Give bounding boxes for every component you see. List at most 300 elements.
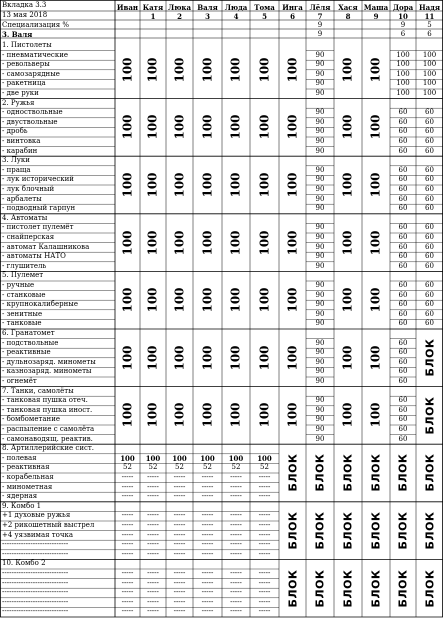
block-label: БЛОК <box>423 338 436 377</box>
value-100-cell <box>250 41 279 99</box>
value-100-cell <box>279 156 306 214</box>
small-value: 60 <box>425 108 434 117</box>
dash-placeholder: ----- <box>173 578 186 587</box>
section-item-label: - танковая пушка отеч. <box>2 396 88 405</box>
value-100: 100 <box>369 114 383 140</box>
dash-placeholder: ----- <box>147 569 159 577</box>
section-title: 6. Гранатомет <box>2 329 55 337</box>
column-header-name: Лёля <box>309 3 331 12</box>
small-value: 90 <box>315 194 325 203</box>
dash-placeholder: ----- <box>121 530 134 539</box>
value-100-cell <box>334 99 362 157</box>
small-value: 60 <box>398 137 408 145</box>
value-100-cell <box>115 329 140 387</box>
value-100-cell <box>279 41 306 99</box>
value-100-cell <box>140 387 166 445</box>
dash-placeholder: ----- <box>147 607 159 616</box>
column-header-number: 8 <box>345 12 351 21</box>
small-value: 60 <box>398 300 408 309</box>
value-100: 100 <box>285 172 300 198</box>
block-label: БЛОК <box>396 511 410 550</box>
block-label-cell <box>416 444 443 502</box>
block-label: БЛОК <box>286 511 299 550</box>
dash-placeholder: ----- <box>173 588 186 597</box>
block-label: БЛОК <box>341 569 355 608</box>
value-100-cell <box>279 329 306 387</box>
section-item-label: - автоматы НАТО <box>2 252 66 261</box>
small-value: 90 <box>315 281 325 289</box>
small-value: 60 <box>398 396 408 405</box>
small-value: 60 <box>398 415 408 424</box>
dash-placeholder: ----- <box>258 588 271 597</box>
artillery-value: 52 <box>123 463 132 472</box>
block-label: БЛОК <box>369 454 383 492</box>
block-label: БЛОК <box>313 569 327 608</box>
dash-placeholder: ----- <box>230 597 242 606</box>
small-value: 60 <box>425 242 434 251</box>
value-100-cell <box>362 99 390 157</box>
section-item-label: - корабельная <box>2 473 54 481</box>
block-label: БЛОК <box>423 569 436 608</box>
combo-item-label: +4 уязвимая точка <box>2 530 74 539</box>
value-100-cell <box>362 156 390 214</box>
dash-placeholder: ----- <box>147 540 159 549</box>
dash-placeholder: ----- <box>121 549 134 558</box>
value-100-cell <box>222 99 250 157</box>
dash-placeholder: ----- <box>258 578 271 587</box>
small-value: 90 <box>315 290 325 299</box>
column-header-name: Валя <box>197 3 218 12</box>
block-label-cell <box>390 559 416 617</box>
small-value: 90 <box>315 415 325 424</box>
value-100: 100 <box>257 172 272 198</box>
small-value: 60 <box>398 185 408 193</box>
value-100: 100 <box>341 172 355 198</box>
dash-placeholder: ----- <box>230 492 242 501</box>
section-item-label: - реактивные <box>2 348 51 357</box>
dash-placeholder: ---------------------------- <box>2 578 69 587</box>
column-header-name: Тома <box>254 3 275 12</box>
small-value: 90 <box>315 261 325 270</box>
section-item-label: - винтовка <box>2 137 41 145</box>
column-header-number: 11 <box>424 12 435 21</box>
value-100: 100 <box>257 402 272 428</box>
small-value: 60 <box>398 338 408 347</box>
dash-placeholder: ----- <box>230 511 242 520</box>
section-item-label: - одноствольные <box>2 108 63 117</box>
dash-placeholder: ----- <box>201 511 214 520</box>
value-100-cell <box>115 41 140 99</box>
current-name-label: 3. Валя <box>2 30 33 39</box>
section-title: 7. Танки, самолёты <box>2 386 74 395</box>
artillery-value: 52 <box>203 463 212 472</box>
block-label: БЛОК <box>313 511 327 550</box>
section-item-label: - бомбометание <box>2 415 60 424</box>
dash-placeholder: ----- <box>173 549 186 558</box>
section-item-label: - крупнокалиберные <box>2 300 78 309</box>
dash-placeholder: ----- <box>121 492 134 501</box>
artillery-value: 100 <box>120 453 135 463</box>
value-100: 100 <box>229 230 243 256</box>
block-label-cell <box>306 444 334 502</box>
small-value: 90 <box>315 348 325 357</box>
section-item-label: - дульнозаряд. минометы <box>2 357 96 366</box>
value-100: 100 <box>172 230 187 256</box>
dash-placeholder: ----- <box>121 569 134 577</box>
dash-placeholder: ----- <box>147 597 159 606</box>
section-title: 8. Артиллерийские сист. <box>2 444 95 453</box>
dash-placeholder: ----- <box>121 607 134 616</box>
block-label-cell <box>279 502 306 560</box>
value-100: 100 <box>369 57 383 83</box>
dash-placeholder: ----- <box>121 482 134 491</box>
value-100: 100 <box>200 114 215 140</box>
dash-placeholder: ----- <box>201 588 214 597</box>
dash-placeholder: ----- <box>201 492 214 501</box>
column-header-number: 2 <box>177 12 182 21</box>
dash-placeholder: ----- <box>147 549 159 558</box>
dash-placeholder: ----- <box>147 492 159 501</box>
dash-placeholder: ---------------------------- <box>2 607 69 616</box>
small-value: 100 <box>396 69 410 78</box>
small-value: 100 <box>396 89 410 97</box>
small-value: 60 <box>425 137 434 145</box>
column-header-name: Люда <box>224 3 248 12</box>
small-value: 90 <box>315 175 325 184</box>
value-100: 100 <box>229 172 243 198</box>
section-item-label: - подводный гарпун <box>2 204 76 213</box>
section-item-label: - самозарядные <box>2 69 60 78</box>
value-100: 100 <box>257 57 272 83</box>
dash-placeholder: ----- <box>258 521 271 529</box>
column-header-number: 10 <box>398 12 408 21</box>
spec-value: 9 <box>317 21 323 29</box>
value-100: 100 <box>172 172 187 198</box>
section-item-label: - казнозаряд. минометы <box>2 367 92 376</box>
small-value: 90 <box>315 396 325 405</box>
value-100: 100 <box>172 114 187 140</box>
value-100-cell <box>193 329 222 387</box>
block-label-cell <box>362 502 390 560</box>
value-100-cell <box>166 387 193 445</box>
value-100: 100 <box>285 402 300 428</box>
block-label-cell <box>390 502 416 560</box>
section-item-label: - ядерная <box>2 492 38 501</box>
value-100-cell <box>193 214 222 272</box>
small-value: 60 <box>398 146 408 155</box>
section-item-label: - полевая <box>2 453 37 462</box>
small-value: 90 <box>315 377 325 385</box>
small-value: 90 <box>315 146 325 155</box>
small-value: 60 <box>398 252 408 261</box>
dash-placeholder: ----- <box>173 569 186 577</box>
value-100-cell <box>362 329 390 387</box>
small-value: 60 <box>398 281 408 289</box>
section-item-label: - автомат Калашникова <box>2 242 90 251</box>
small-value: 90 <box>315 367 325 376</box>
value-100: 100 <box>200 57 215 83</box>
small-value: 60 <box>398 204 408 213</box>
section-item-label: - станковые <box>2 290 46 299</box>
value-100-cell <box>250 271 279 329</box>
value-100-cell <box>166 271 193 329</box>
valya-value: 6 <box>400 30 406 38</box>
value-100: 100 <box>229 114 243 140</box>
dash-placeholder: ----- <box>258 549 271 558</box>
value-100: 100 <box>120 345 135 371</box>
section-item-label: - минометная <box>2 482 53 491</box>
valya-value: 6 <box>427 30 432 38</box>
small-value: 60 <box>425 127 434 136</box>
dash-placeholder: ----- <box>258 540 271 549</box>
value-100: 100 <box>257 345 272 371</box>
column-header-name: Катя <box>142 3 164 12</box>
value-100: 100 <box>229 57 243 83</box>
column-header-name: Маша <box>363 3 389 12</box>
dash-placeholder: ---------------------------- <box>2 597 69 606</box>
dash-placeholder: ----- <box>230 607 242 616</box>
value-100-cell <box>279 99 306 157</box>
value-100: 100 <box>200 230 215 256</box>
small-value: 60 <box>398 223 408 232</box>
block-label: БЛОК <box>423 396 436 435</box>
value-100: 100 <box>369 345 383 371</box>
small-value: 60 <box>425 281 434 289</box>
dash-placeholder: ---------------------------- <box>2 549 69 558</box>
column-header-name: Иван <box>116 3 139 12</box>
block-label: БЛОК <box>369 511 383 550</box>
column-header-name: Люка <box>168 3 191 12</box>
artillery-value: 52 <box>260 463 269 472</box>
value-100-cell <box>279 271 306 329</box>
value-100-cell <box>362 387 390 445</box>
value-100: 100 <box>229 402 243 428</box>
dash-placeholder: ----- <box>121 597 134 606</box>
dash-placeholder: ---------------------------- <box>2 540 69 549</box>
value-100-cell <box>250 156 279 214</box>
column-header-name: Инга <box>282 3 303 12</box>
small-value: 100 <box>422 60 437 69</box>
small-value: 60 <box>398 127 408 136</box>
small-value: 90 <box>315 127 325 136</box>
small-value: 90 <box>315 165 325 174</box>
section-title: 2. Ружья <box>2 98 35 107</box>
small-value: 90 <box>315 50 325 59</box>
section-title: 9. Комбо 1 <box>2 501 42 510</box>
small-value: 60 <box>398 117 408 126</box>
value-100-cell <box>193 41 222 99</box>
dash-placeholder: ----- <box>230 521 242 529</box>
section-item-label: - реактивная <box>2 463 50 472</box>
column-header-number: 1 <box>150 12 156 21</box>
value-100: 100 <box>341 230 355 256</box>
small-value: 90 <box>315 223 325 232</box>
section-item-label: - танковая пушка иност. <box>2 405 93 414</box>
section-item-label: - пистолет пулемёт <box>2 223 74 232</box>
dash-placeholder: ----- <box>230 569 242 577</box>
dash-placeholder: ----- <box>201 549 214 558</box>
block-label-cell <box>279 559 306 617</box>
section-title: 10. Комбо 2 <box>2 559 46 568</box>
block-label-cell <box>306 559 334 617</box>
artillery-value: 100 <box>145 453 161 463</box>
column-header-number: 7 <box>317 12 323 21</box>
small-value: 60 <box>425 290 434 299</box>
value-100: 100 <box>229 345 243 371</box>
value-100: 100 <box>257 114 272 140</box>
dash-placeholder: ----- <box>147 511 159 520</box>
dash-placeholder: ----- <box>121 540 134 549</box>
section-title: 3. Луки <box>2 156 30 165</box>
dash-placeholder: ----- <box>147 521 159 529</box>
value-100: 100 <box>229 287 243 313</box>
dash-placeholder: ---------------------------- <box>2 569 69 577</box>
value-100: 100 <box>146 402 160 428</box>
small-value: 60 <box>425 319 434 328</box>
value-100-cell <box>193 387 222 445</box>
small-value: 90 <box>315 357 325 366</box>
small-value: 60 <box>398 175 408 184</box>
value-100: 100 <box>120 57 135 83</box>
section-item-label: - самонаводящ. реактив. <box>2 434 93 443</box>
value-100: 100 <box>200 287 215 313</box>
dash-placeholder: ----- <box>201 473 214 481</box>
value-100-cell <box>193 99 222 157</box>
block-label: БЛОК <box>286 454 299 492</box>
value-100: 100 <box>369 172 383 198</box>
value-100-cell <box>193 271 222 329</box>
artillery-value: 100 <box>228 453 244 463</box>
specialization-label: Специализация % <box>2 21 70 29</box>
section-item-label: - лук исторический <box>2 175 74 184</box>
value-100: 100 <box>146 230 160 256</box>
section-item-label: - револьверы <box>2 60 50 69</box>
value-100: 100 <box>172 287 187 313</box>
dash-placeholder: ----- <box>258 530 271 539</box>
small-value: 60 <box>398 319 408 328</box>
small-value: 60 <box>425 223 434 232</box>
section-title: 4. Автоматы <box>2 213 48 222</box>
small-value: 100 <box>396 79 410 88</box>
value-100-cell <box>334 387 362 445</box>
value-100: 100 <box>285 57 300 83</box>
section-item-label: - ракетница <box>2 79 46 88</box>
value-100: 100 <box>341 114 355 140</box>
value-100-cell <box>166 329 193 387</box>
small-value: 100 <box>422 79 437 88</box>
section-item-label: - дробь <box>2 127 28 136</box>
dash-placeholder: ----- <box>230 473 242 481</box>
small-value: 100 <box>422 50 437 59</box>
small-value: 100 <box>422 89 437 97</box>
section-item-label: - праща <box>2 165 31 174</box>
value-100-cell <box>250 387 279 445</box>
small-value: 60 <box>425 175 434 184</box>
value-100: 100 <box>146 57 160 83</box>
column-header-number: 4 <box>233 12 239 21</box>
value-100: 100 <box>341 287 355 313</box>
small-value: 90 <box>315 69 325 78</box>
dash-placeholder: ----- <box>173 521 186 529</box>
value-100-cell <box>166 41 193 99</box>
value-100: 100 <box>172 402 187 428</box>
small-value: 60 <box>398 348 408 357</box>
value-100-cell <box>115 99 140 157</box>
value-100: 100 <box>120 114 135 140</box>
value-100-cell <box>250 329 279 387</box>
section-item-label: - снайперская <box>2 233 55 241</box>
value-100: 100 <box>146 114 160 140</box>
dash-placeholder: ----- <box>201 482 214 491</box>
dash-placeholder: ----- <box>201 578 214 587</box>
block-label: БЛОК <box>286 569 299 608</box>
value-100: 100 <box>341 57 355 83</box>
section-item-label: - подствольные <box>2 338 59 347</box>
block-label-cell <box>416 329 443 387</box>
small-value: 60 <box>398 165 408 174</box>
block-label-cell <box>306 502 334 560</box>
section-item-label: - лук блочный <box>2 185 55 193</box>
small-value: 90 <box>315 309 325 318</box>
section-item-label: - танковые <box>2 319 42 328</box>
small-value: 60 <box>425 309 434 318</box>
value-100-cell <box>222 271 250 329</box>
value-100-cell <box>222 387 250 445</box>
small-value: 60 <box>398 357 408 366</box>
small-value: 60 <box>425 146 434 155</box>
value-100: 100 <box>285 345 300 371</box>
small-value: 60 <box>398 425 408 433</box>
value-100-cell <box>140 214 166 272</box>
value-100: 100 <box>257 287 272 313</box>
value-100: 100 <box>369 287 383 313</box>
section-title: 1. Пистолеты <box>2 41 52 49</box>
dash-placeholder: ----- <box>147 473 159 481</box>
small-value: 60 <box>425 233 434 241</box>
small-value: 90 <box>315 242 325 251</box>
small-value: 60 <box>398 290 408 299</box>
value-100: 100 <box>200 402 215 428</box>
value-100-cell <box>334 156 362 214</box>
column-header-number: 6 <box>290 12 295 21</box>
dash-placeholder: ----- <box>121 511 134 520</box>
value-100: 100 <box>200 172 215 198</box>
dash-placeholder: ----- <box>258 597 271 606</box>
value-100-cell <box>115 387 140 445</box>
small-value: 60 <box>425 194 434 203</box>
block-label-cell <box>279 444 306 502</box>
value-100-cell <box>166 99 193 157</box>
column-header-name: Хася <box>338 3 358 12</box>
dash-placeholder: ----- <box>121 578 134 587</box>
block-label: БЛОК <box>423 511 436 550</box>
value-100: 100 <box>200 345 215 371</box>
value-100-cell <box>222 214 250 272</box>
dash-placeholder: ----- <box>258 607 271 616</box>
small-value: 60 <box>398 367 408 376</box>
dash-placeholder: ----- <box>258 569 271 577</box>
small-value: 60 <box>425 300 434 309</box>
dash-placeholder: ----- <box>258 482 271 491</box>
small-value: 60 <box>425 185 434 193</box>
value-100-cell <box>250 214 279 272</box>
value-100: 100 <box>285 114 300 140</box>
dash-placeholder: ----- <box>173 511 186 520</box>
artillery-value: 100 <box>257 453 272 463</box>
small-value: 60 <box>425 117 434 126</box>
dash-placeholder: ----- <box>147 530 159 539</box>
value-100: 100 <box>369 230 383 256</box>
